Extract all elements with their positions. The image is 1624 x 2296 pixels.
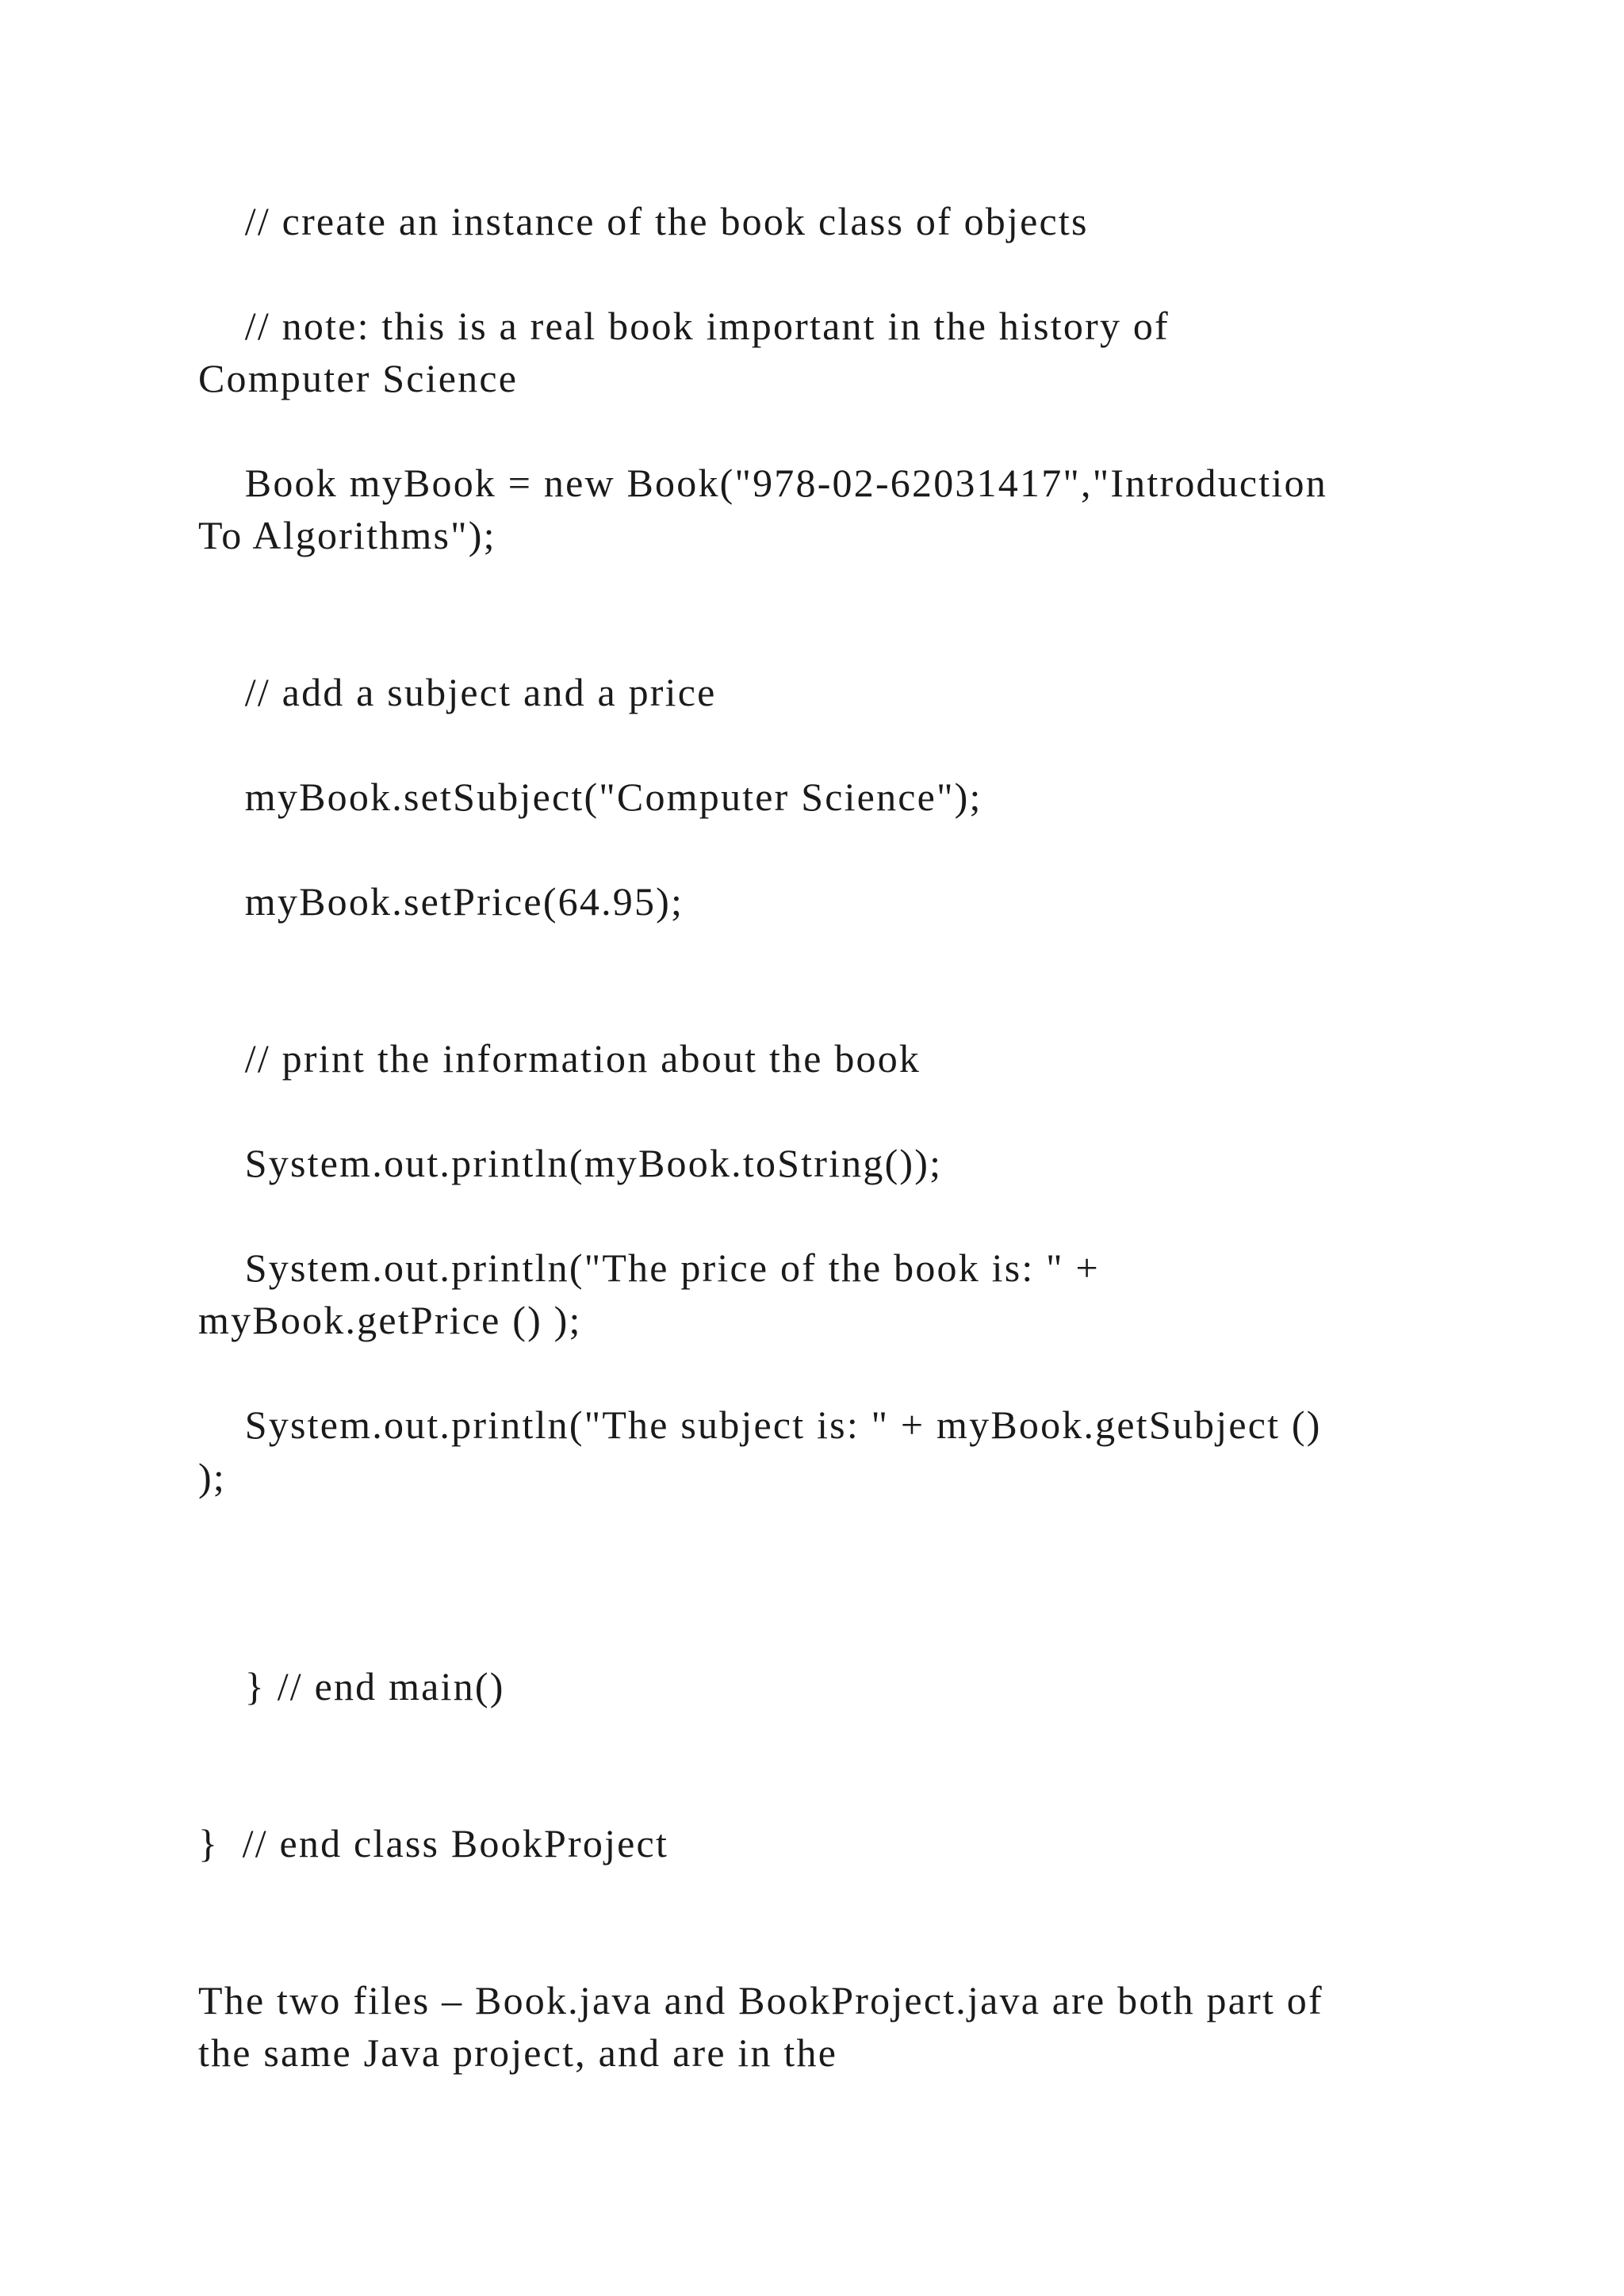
code-println-price-continuation: myBook.getPrice () ); — [198, 1298, 582, 1342]
code-comment-print-info: // print the information about the book — [198, 1036, 921, 1081]
code-println-price: System.out.println("The price of the book is: " + — [198, 1246, 1100, 1290]
code-end-main: } // end main() — [198, 1664, 505, 1709]
code-println-subject: System.out.println("The subject is: " + myBook.getSubject () — [198, 1402, 1322, 1447]
code-comment-add-subject-price: // add a subject and a price — [198, 670, 717, 714]
code-end-class: } // end class BookProject — [198, 1821, 669, 1866]
code-book-constructor-continuation: To Algorithms"); — [198, 513, 496, 557]
code-set-price: myBook.setPrice(64.95); — [198, 879, 684, 924]
code-comment-create-instance: // create an instance of the book class of objects — [198, 199, 1089, 243]
code-book-constructor: Book myBook = new Book("978-02-62031417","Introduction — [198, 461, 1327, 505]
code-set-subject: myBook.setSubject("Computer Science"); — [198, 775, 982, 819]
code-println-tostring: System.out.println(myBook.toString()); — [198, 1141, 943, 1185]
code-comment-note: // note: this is a real book important in the history of — [198, 304, 1170, 348]
code-println-subject-continuation: ); — [198, 1455, 226, 1499]
code-comment-note-continuation: Computer Science — [198, 356, 519, 400]
body-paragraph-line-2: the same Java project, and are in the — [198, 2030, 838, 2075]
body-paragraph-line-1: The two files – Book.java and BookProject.java are both part of — [198, 1978, 1323, 2022]
